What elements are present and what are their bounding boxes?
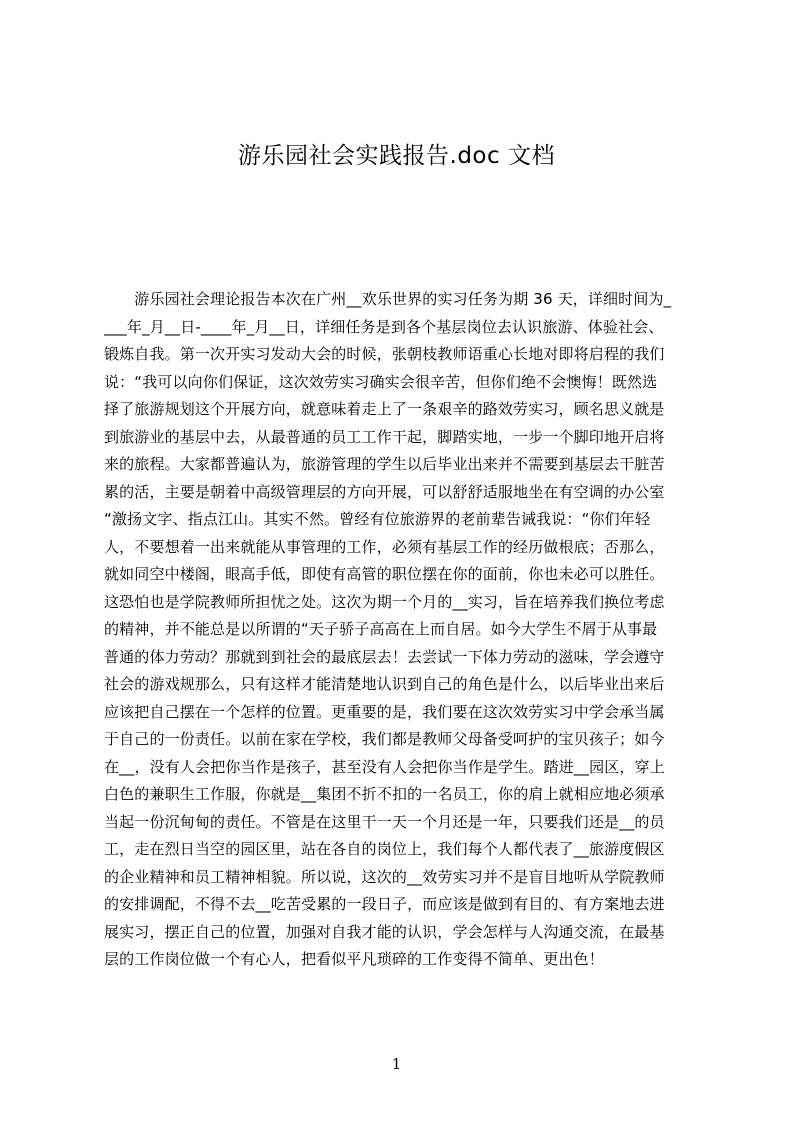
body-line: 当起一份沉甸甸的责任。不管是在这里干一天一个月还是一年，只要我们还是__的员 [104,812,665,831]
body-line: 的精神，并不能总是以所谓的“天子骄子高高在上而自居。如今大学生不屑于从事最 [104,620,658,638]
body-line: 累的活，主要是朝着中高级管理层的方向开展，可以舒舒适服地坐在有空调的办公室 [104,482,665,501]
body-line: 来的旅程。大家都普遍认为，旅游管理的学生以后毕业出来并不需要到基层去干脏苦 [104,455,665,473]
body-line: 锻炼自我。第一次开实习发动大会的时候，张朝枝教师语重心长地对即将启程的我们 [104,345,665,363]
document-title: 游乐园社会实践报告.doc 文档 [238,143,555,169]
body-line: 在__，没有人会把你当作是孩子，甚至没有人会把你当作是学生。踏进__园区，穿上 [104,757,665,776]
body-line: 到旅游业的基层中去，从最普通的员工工作干起，脚踏实地，一步一个脚印地开启将 [104,427,665,446]
body-line: 的企业精神和员工精神相貌。所以说，这次的__效劳实习并不是盲目地听从学院教师 [104,867,665,886]
body-line: 这恐怕也是学院教师所担忧之处。这次为期一个月的__实习，旨在培养我们换位考虑 [104,592,665,611]
body-line: 社会的游戏规那么，只有这样才能清楚地认识到自己的角色是什么，以后毕业出来后 [104,675,665,693]
body-line: 普通的体力劳动？那就到到社会的最底层去！去尝试一下体力劳动的滋味，学会遵守 [104,647,665,666]
body-line: “激扬文字、指点江山。其实不然。曾经有位旅游界的老前辈告诫我说：“你们年轻 [104,510,651,528]
body-line: 人，不要想着一出来就能从事管理的工作，必须有基层工作的经历做根底；否那么， [104,537,665,556]
body-line: 于自己的一份责任。以前在家在学校，我们都是教师父母备受呵护的宝贝孩子；如今 [104,730,665,748]
body-line: 应该把自己摆在一个怎样的位置。更重要的是，我们要在这次效劳实习中学会承当属 [104,702,665,721]
page-number: 1 [391,1055,402,1073]
body-line: 的安排调配，不得不去__吃苦受累的一段日子，而应该是做到有目的、有方案地去进 [104,895,665,913]
body-line: 层的工作岗位做一个有心人，把看似平凡琐碎的工作变得不简单、更出色！ [104,950,604,968]
body-line: 白色的兼职生工作服，你就是__集团不折不扣的一名员工，你的肩上就相应地必须承 [104,785,665,803]
body-line: 就如同空中楼阁，眼高手低，即使有高管的职位摆在你的面前，你也未必可以胜任。 [104,565,665,583]
body-line: 择了旅游规划这个开展方向，就意味着走上了一条艰辛的路效劳实习，顾名思义就是 [104,400,665,418]
body-line: 游乐园社会理论报告本次在广州__欢乐世界的实习任务为期 36 天，详细时间为_ [104,290,672,308]
body-line: 工，走在烈日当空的园区里，站在各自的岗位上，我们每个人都代表了__旅游度假区 [104,840,665,858]
body-line: 展实习，摆正自己的位置，加强对自我才能的认识，学会怎样与人沟通交流，在最基 [104,922,665,941]
body-line: ___年_月__日-____年_月__日，详细任务是到各个基层岗位去认识旅游、体验社会、 [104,317,664,336]
body-line: 说：“我可以向你们保证，这次效劳实习确实会很辛苦，但你们绝不会懊悔！既然选 [104,372,658,391]
body-text [104,286,700,974]
